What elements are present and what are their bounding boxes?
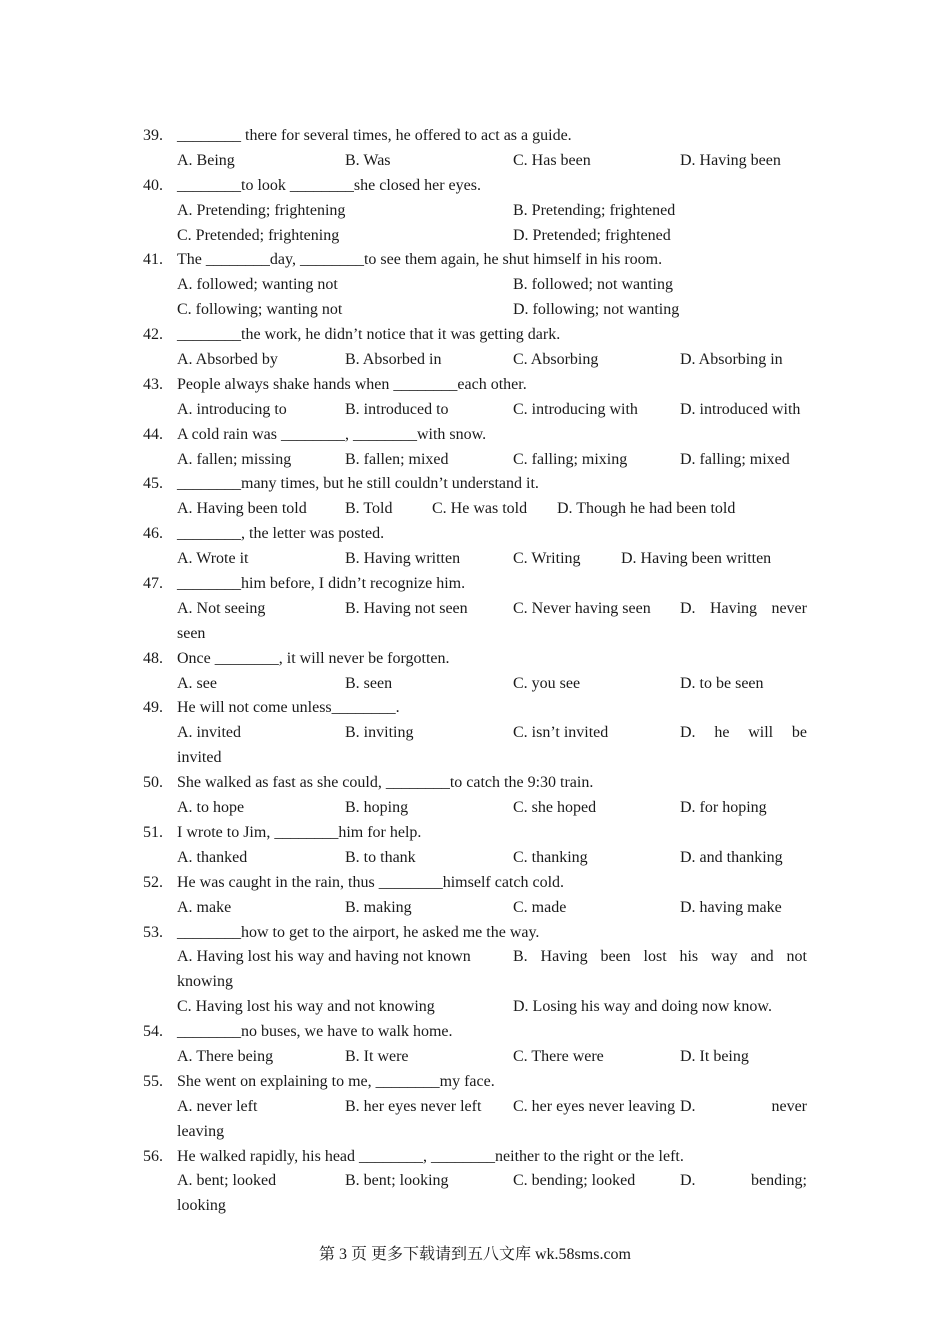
question-list (143, 124, 807, 1219)
question-stem: ________him before, I didn’t recognize him. (177, 575, 466, 593)
text-line (143, 124, 807, 149)
option-wrap-text: knowing (177, 973, 233, 991)
question-item (143, 323, 807, 373)
answer-option: A. There being (177, 1047, 274, 1065)
answer-option: A. Wrote it (177, 550, 249, 568)
option-word: lost (643, 948, 667, 966)
text-line (143, 896, 807, 921)
text-line (143, 1145, 807, 1170)
option-word: never (771, 599, 807, 617)
question-item (143, 522, 807, 572)
question-stem: He walked rapidly, his head ________, ________neither to the right or the left. (177, 1147, 684, 1165)
question-number: 56. (143, 1147, 163, 1165)
option-word: D. (680, 599, 696, 617)
answer-option: D. for hoping (680, 799, 767, 817)
answer-option: B. Was (345, 151, 391, 169)
option-wrap-text: seen (177, 624, 206, 642)
answer-option: B. bent; looking (345, 1172, 449, 1190)
answer-option: B. Told (345, 500, 393, 518)
answer-option (680, 1169, 807, 1194)
text-line (143, 248, 807, 273)
answer-option: B. followed; not wanting (513, 276, 673, 294)
answer-option: D. and thanking (680, 848, 783, 866)
text-line (143, 746, 807, 771)
question-stem: She walked as fast as she could, ________to catch the 9:30 train. (177, 774, 594, 792)
answer-option: D. Having been written (621, 550, 772, 568)
answer-option: A. see (177, 674, 217, 692)
text-line (143, 1169, 807, 1194)
question-number: 54. (143, 1023, 163, 1041)
text-line (143, 796, 807, 821)
option-word: be (791, 724, 807, 742)
answer-option: B. to thank (345, 848, 416, 866)
answer-option: D. following; not wanting (513, 301, 680, 319)
question-stem: ________how to get to the airport, he asked me the way. (177, 923, 540, 941)
answer-option: B. hoping (345, 799, 409, 817)
answer-option: A. Being (177, 151, 235, 169)
question-stem: I wrote to Jim, ________him for help. (177, 823, 422, 841)
answer-option (680, 1095, 807, 1120)
option-wrap-text: looking (177, 1197, 226, 1215)
question-stem: A cold rain was ________, ________with snow. (177, 425, 487, 443)
text-line (143, 672, 807, 697)
text-line (143, 373, 807, 398)
question-item (143, 572, 807, 647)
answer-option: D. having make (680, 898, 782, 916)
answer-option: A. make (177, 898, 232, 916)
answer-option: B. Absorbed in (345, 351, 442, 369)
question-number: 43. (143, 375, 163, 393)
answer-option: D. Though he had been told (557, 500, 736, 518)
question-number: 49. (143, 699, 163, 717)
text-line (143, 1020, 807, 1045)
answer-option: B. It were (345, 1047, 409, 1065)
text-line (143, 1095, 807, 1120)
question-number: 41. (143, 251, 163, 269)
question-stem: He will not come unless________. (177, 699, 400, 717)
text-line (143, 771, 807, 796)
option-word: Having (709, 599, 758, 617)
text-line (143, 298, 807, 323)
question-stem: ________many times, but he still couldn’t understand it. (177, 475, 539, 493)
option-word: D. (680, 1097, 696, 1115)
answer-option: D. to be seen (680, 674, 764, 692)
question-number: 55. (143, 1072, 163, 1090)
text-line (143, 199, 807, 224)
text-line (143, 1045, 807, 1070)
answer-option: D. It being (680, 1047, 749, 1065)
text-line (143, 721, 807, 746)
question-stem: ________, the letter was posted. (177, 525, 385, 543)
answer-option: C. following; wanting not (177, 301, 343, 319)
question-stem: ________ there for several times, he offered to act as a guide. (177, 127, 572, 144)
page-footer: 第 3 页 更多下载请到五八文库 wk.58sms.com (318, 1246, 631, 1263)
answer-option: B. her eyes never left (345, 1097, 482, 1115)
text-line (143, 572, 807, 597)
question-stem: ________the work, he didn’t notice that it was getting dark. (177, 326, 561, 344)
answer-option: D. Absorbing in (680, 351, 783, 369)
question-item (143, 124, 807, 174)
text-line (143, 647, 807, 672)
question-number: 48. (143, 649, 163, 667)
question-item (143, 771, 807, 821)
answer-option (680, 597, 807, 622)
option-word: bending; (751, 1172, 807, 1190)
answer-option: C. isn’t invited (513, 724, 609, 742)
answer-option: A. to hope (177, 799, 245, 817)
answer-option: A. Having been told (177, 500, 307, 518)
question-item (143, 1070, 807, 1145)
question-stem: People always shake hands when ________each other. (177, 375, 527, 393)
text-line (143, 1120, 807, 1145)
answer-option: A. Pretending; frightening (177, 201, 346, 219)
text-line (143, 622, 807, 647)
question-item (143, 373, 807, 423)
text-line (143, 821, 807, 846)
answer-option: B. fallen; mixed (345, 450, 449, 468)
answer-option: C. Pretended; frightening (177, 226, 340, 244)
question-item (143, 1020, 807, 1070)
answer-option: A. followed; wanting not (177, 276, 338, 294)
text-line (143, 921, 807, 946)
answer-option: C. Having lost his way and not knowing (177, 998, 435, 1016)
text-line (143, 224, 807, 249)
answer-option: D. Losing his way and doing now know. (513, 998, 772, 1016)
answer-option: A. Not seeing (177, 599, 266, 617)
question-stem: He was caught in the rain, thus ________himself catch cold. (177, 873, 565, 891)
answer-option: D. Pretended; frightened (513, 226, 671, 244)
option-word: B. (513, 948, 528, 966)
answer-option: C. He was told (432, 500, 528, 518)
question-number: 45. (143, 475, 163, 493)
question-number: 42. (143, 326, 163, 344)
text-line (143, 1070, 807, 1095)
text-line (143, 423, 807, 448)
answer-option: C. Never having seen (513, 599, 651, 617)
question-item (143, 174, 807, 249)
answer-option: A. thanked (177, 848, 248, 866)
option-word: D. (680, 724, 696, 742)
option-word: been (600, 948, 631, 966)
question-stem: ________to look ________she closed her eyes. (177, 176, 481, 194)
question-number: 46. (143, 525, 163, 543)
answer-option: C. made (513, 898, 567, 916)
question-stem: She went on explaining to me, ________my face. (177, 1072, 495, 1090)
answer-option: C. There were (513, 1047, 604, 1065)
answer-option: C. Has been (513, 151, 591, 169)
text-line (143, 149, 807, 174)
question-item (143, 821, 807, 871)
question-item (143, 921, 807, 1021)
text-line (143, 547, 807, 572)
answer-option: B. Having not seen (345, 599, 468, 617)
text-line (143, 174, 807, 199)
answer-option: C. Absorbing (513, 351, 599, 369)
answer-option: A. invited (177, 724, 241, 742)
option-word: he (714, 724, 730, 742)
question-stem: Once ________, it will never be forgotten. (177, 649, 450, 667)
question-number: 44. (143, 425, 163, 443)
answer-option: D. Having been (680, 151, 781, 169)
text-line (143, 696, 807, 721)
option-word: his (679, 948, 699, 966)
option-word: never (771, 1097, 807, 1115)
text-line (143, 945, 807, 970)
answer-option: C. thanking (513, 848, 588, 866)
question-stem: The ________day, ________to see them again, he shut himself in his room. (177, 251, 663, 269)
answer-option: A. bent; looked (177, 1172, 277, 1190)
question-item (143, 423, 807, 473)
question-number: 50. (143, 774, 163, 792)
question-number: 51. (143, 823, 163, 841)
question-item (143, 248, 807, 323)
question-item (143, 871, 807, 921)
answer-option: B. making (345, 898, 412, 916)
answer-option: A. never left (177, 1097, 258, 1115)
answer-option (513, 945, 807, 970)
question-item (143, 647, 807, 697)
answer-option: B. inviting (345, 724, 414, 742)
answer-option: A. introducing to (177, 400, 287, 418)
question-item (143, 696, 807, 771)
answer-option: C. Writing (513, 550, 581, 568)
text-line (143, 871, 807, 896)
question-stem: ________no buses, we have to walk home. (177, 1023, 453, 1041)
answer-option: D. falling; mixed (680, 450, 790, 468)
answer-option (680, 721, 807, 746)
answer-option: A. Having lost his way and having not known (177, 948, 471, 966)
text-line (143, 398, 807, 423)
question-number: 39. (143, 127, 163, 144)
question-item (143, 472, 807, 522)
option-word: Having (540, 948, 588, 966)
question-number: 52. (143, 873, 163, 891)
question-number: 40. (143, 176, 163, 194)
answer-option: C. falling; mixing (513, 450, 628, 468)
option-word: way (711, 948, 738, 966)
answer-option: A. Absorbed by (177, 351, 278, 369)
text-line (143, 323, 807, 348)
answer-option: A. fallen; missing (177, 450, 292, 468)
text-line (143, 846, 807, 871)
option-wrap-text: leaving (177, 1122, 225, 1140)
answer-option: B. introduced to (345, 400, 449, 418)
answer-option: B. Pretending; frightened (513, 201, 676, 219)
answer-option: C. her eyes never leaving (513, 1097, 676, 1115)
text-line (143, 522, 807, 547)
answer-option: C. you see (513, 674, 581, 692)
answer-option: B. Having written (345, 550, 461, 568)
question-item (143, 1145, 807, 1220)
text-line (143, 448, 807, 473)
answer-option: D. introduced with (680, 400, 801, 418)
text-line (143, 497, 807, 522)
answer-option: C. she hoped (513, 799, 597, 817)
option-wrap-text: invited (177, 749, 222, 767)
option-word: D. (680, 1172, 696, 1190)
text-line (143, 597, 807, 622)
answer-option: C. bending; looked (513, 1172, 636, 1190)
text-line (143, 472, 807, 497)
question-number: 47. (143, 575, 163, 593)
answer-option: B. seen (345, 674, 393, 692)
option-word: and (750, 948, 774, 966)
option-word: will (748, 724, 774, 742)
question-number: 53. (143, 923, 163, 941)
option-word: not (786, 948, 807, 966)
text-line (143, 1194, 807, 1219)
answer-option: C. introducing with (513, 400, 638, 418)
text-line (143, 970, 807, 995)
text-line (143, 995, 807, 1020)
text-line (143, 348, 807, 373)
text-line (143, 273, 807, 298)
